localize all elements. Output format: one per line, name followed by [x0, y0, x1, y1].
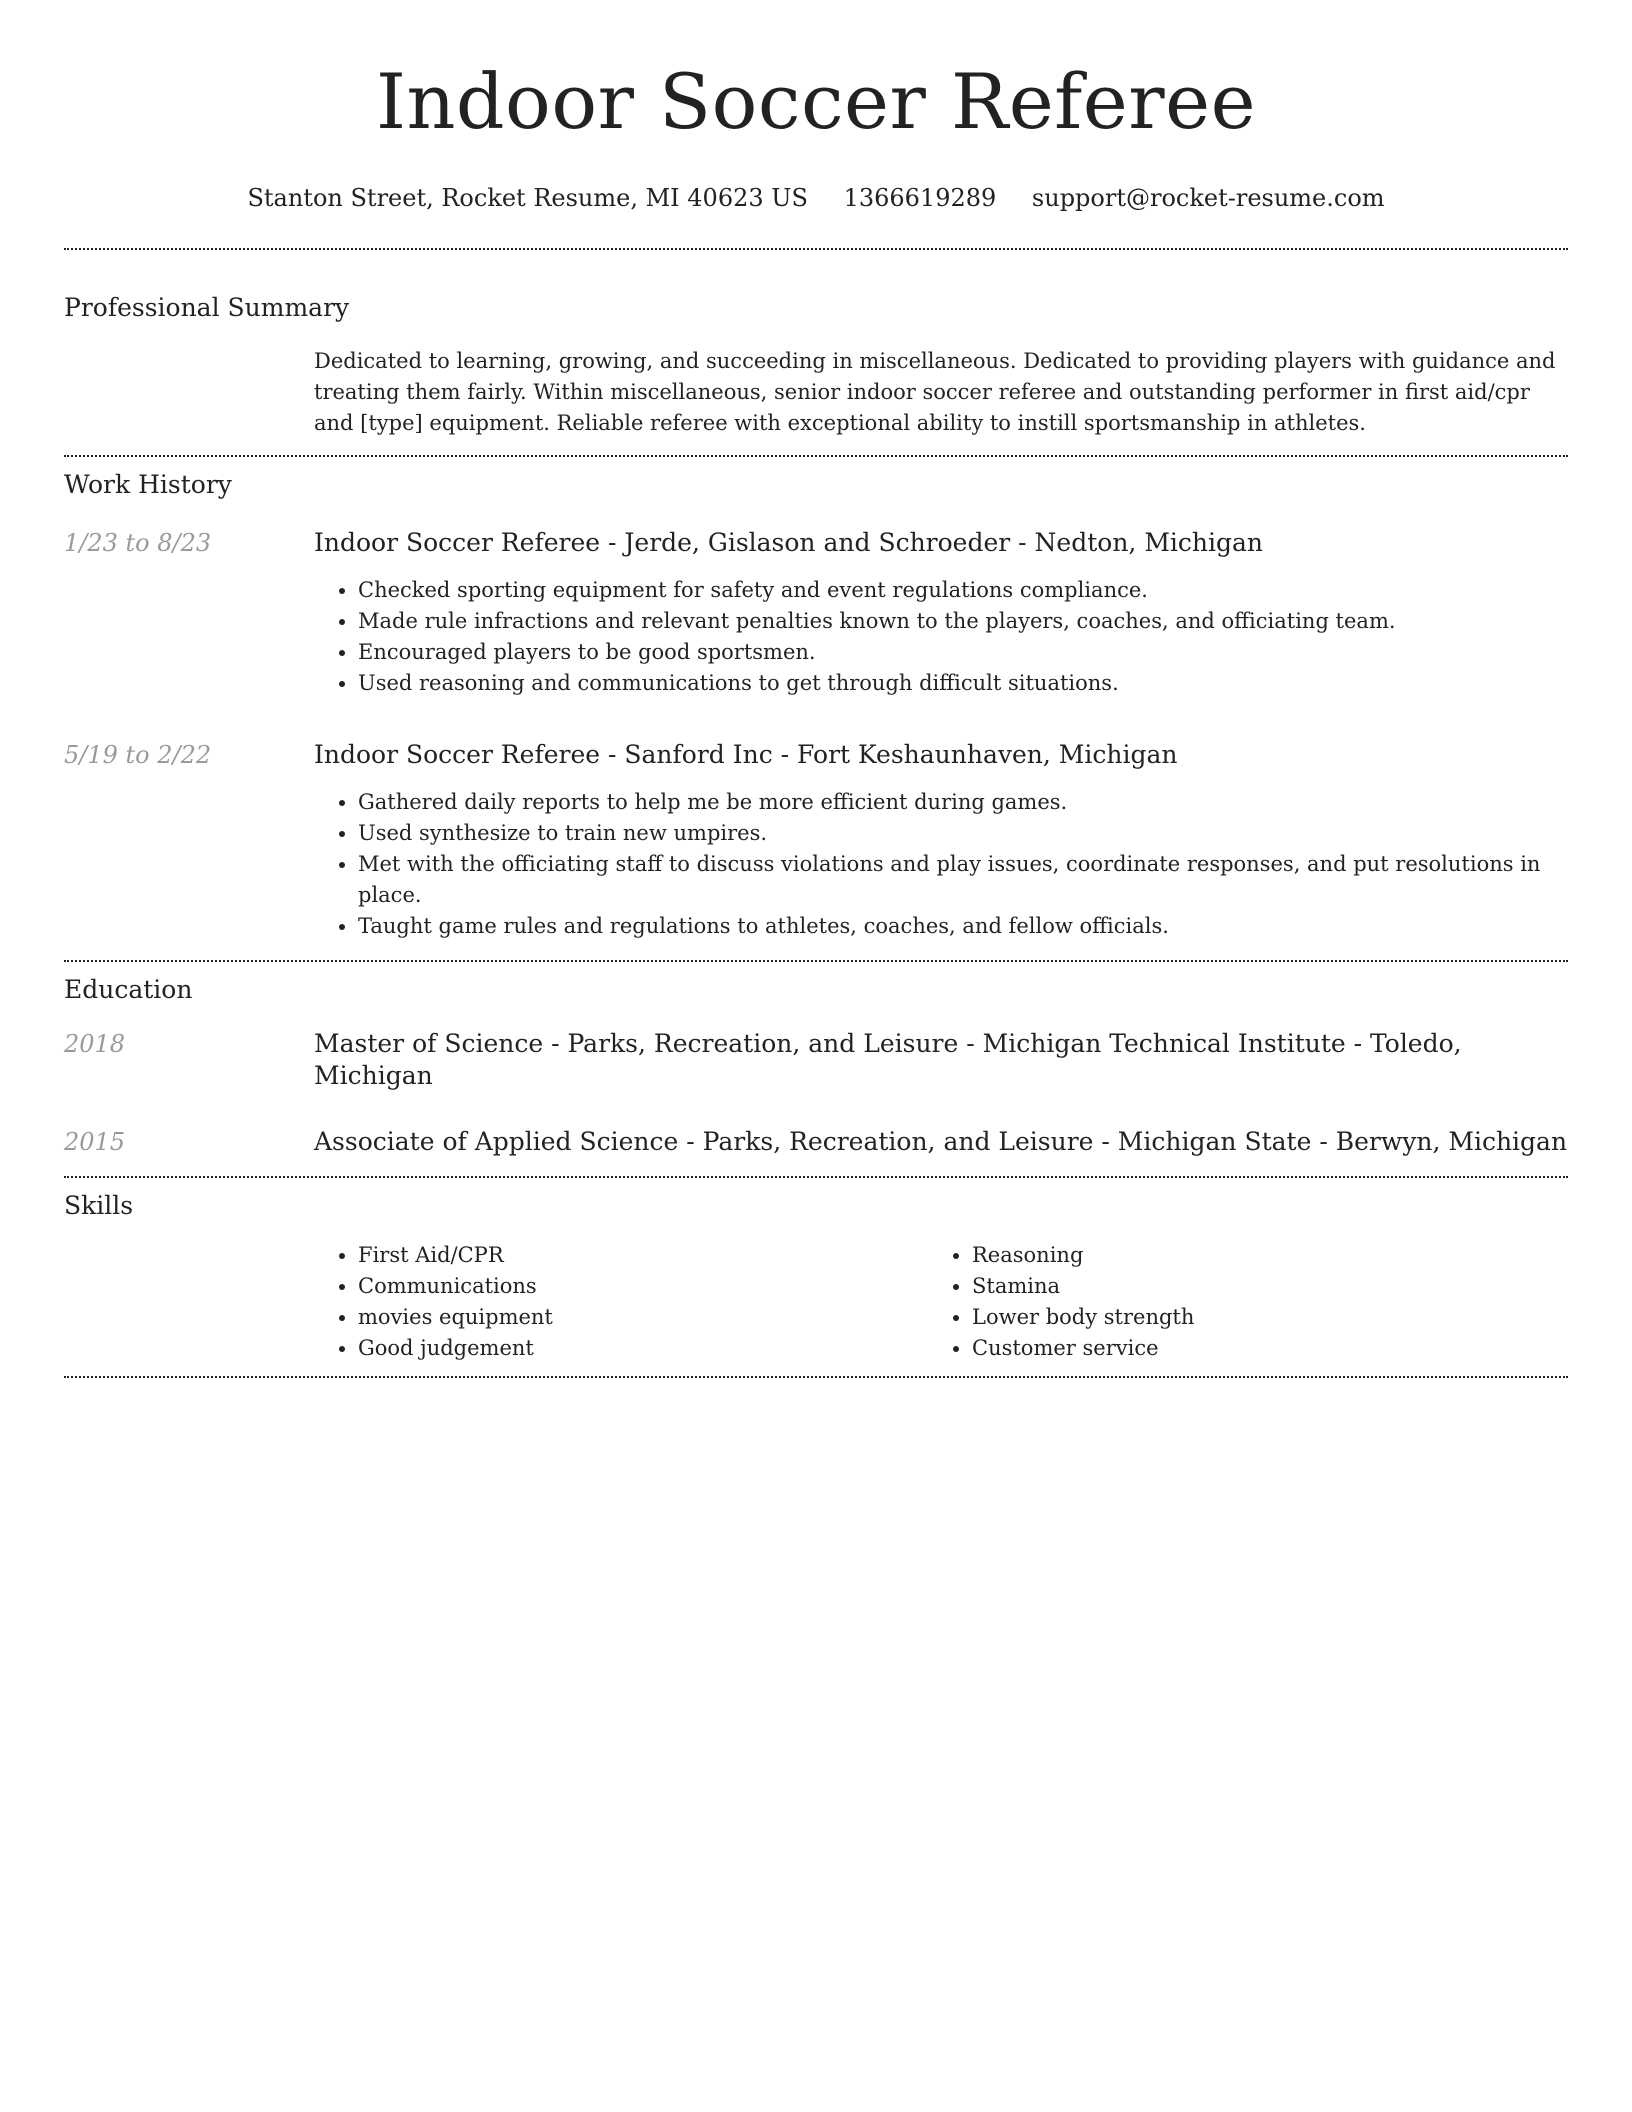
skills-list-left: [314, 1240, 928, 1364]
education-year: 2018: [64, 1030, 126, 1058]
skill-item: • movies equipment: [358, 1302, 928, 1333]
skills-columns: [314, 1240, 1568, 1376]
skill-item: • Communications: [358, 1271, 928, 1302]
job-bullet: • Used synthesize to train new umpires.: [358, 818, 1568, 849]
job-heading: Indoor Soccer Referee - Sanford Inc - Fort Keshaunhaven, Michigan: [314, 740, 1178, 769]
skill-item: • First Aid/CPR: [358, 1240, 928, 1271]
skill-item: • Stamina: [972, 1271, 1442, 1302]
job-bullet: • Used reasoning and communications to get through difficult situations.: [358, 668, 1568, 699]
skill-item: • Reasoning: [972, 1240, 1442, 1271]
job-bullet: • Checked sporting equipment for safety and event regulations compliance.: [358, 575, 1568, 606]
job-entry: [64, 527, 1568, 699]
education-entry: [64, 1028, 1568, 1092]
work-history-title: Work History: [64, 470, 232, 499]
job-bullets: [314, 575, 1568, 699]
contact-address: Stanton Street, Rocket Resume, MI 40623 US: [247, 184, 808, 212]
education-heading: Master of Science - Parks, Recreation, and Leisure - Michigan Technical Institute - Toledo, Michigan: [314, 1029, 1462, 1090]
divider: [64, 1376, 1568, 1378]
job-body: [314, 527, 1568, 699]
job-body: [314, 739, 1568, 942]
job-bullets: [314, 787, 1568, 942]
job-entry: [64, 739, 1568, 942]
summary-text: Dedicated to learning, growing, and succeeding in miscellaneous. Dedicated to providing players with guidance and treating them fairly. Within miscellaneous, senior indoor soccer referee and outstanding performer in first aid/cpr and [type] equipment. Reliable referee with exceptional ability to instill sportsmanship in athletes.: [314, 349, 1556, 435]
education-body: [314, 1126, 1568, 1158]
contact-line: [64, 182, 1568, 214]
education-year: 2015: [64, 1128, 126, 1156]
skill-item: • Customer service: [972, 1333, 1442, 1364]
skills-section: [64, 1178, 1568, 1376]
job-bullet: • Encouraged players to be good sportsmen.: [358, 637, 1568, 668]
contact-email: support@rocket-resume.com: [1031, 184, 1385, 212]
work-history-section: [64, 457, 1568, 960]
education-title: Education: [64, 975, 193, 1004]
summary-section: [64, 292, 1568, 455]
skills-title: Skills: [64, 1191, 134, 1220]
job-dates: 1/23 to 8/23: [64, 529, 212, 557]
job-bullet: • Made rule infractions and relevant penalties known to the players, coaches, and officiating team.: [358, 606, 1568, 637]
skills-list-right: [928, 1240, 1442, 1364]
skill-item: • Good judgement: [358, 1333, 928, 1364]
summary-title: Professional Summary: [64, 293, 350, 322]
job-bullet: • Taught game rules and regulations to athletes, coaches, and fellow officials.: [358, 911, 1568, 942]
education-heading: Associate of Applied Science - Parks, Recreation, and Leisure - Michigan State - Berwyn, Michigan: [314, 1127, 1568, 1156]
job-bullet: • Met with the officiating staff to discuss violations and play issues, coordinate responses, and put resolutions in place.: [358, 849, 1568, 911]
education-body: [314, 1028, 1568, 1092]
skill-item: • Lower body strength: [972, 1302, 1442, 1333]
divider: [64, 248, 1568, 250]
education-section: [64, 962, 1568, 1176]
job-bullet: • Gathered daily reports to help me be more efficient during games.: [358, 787, 1568, 818]
resume-name: Indoor Soccer Referee: [375, 57, 1257, 146]
job-dates: 5/19 to 2/22: [64, 741, 212, 769]
contact-phone: 1366619289: [843, 184, 997, 212]
education-entry: [64, 1126, 1568, 1158]
job-heading: Indoor Soccer Referee - Jerde, Gislason and Schroeder - Nedton, Michigan: [314, 528, 1264, 557]
